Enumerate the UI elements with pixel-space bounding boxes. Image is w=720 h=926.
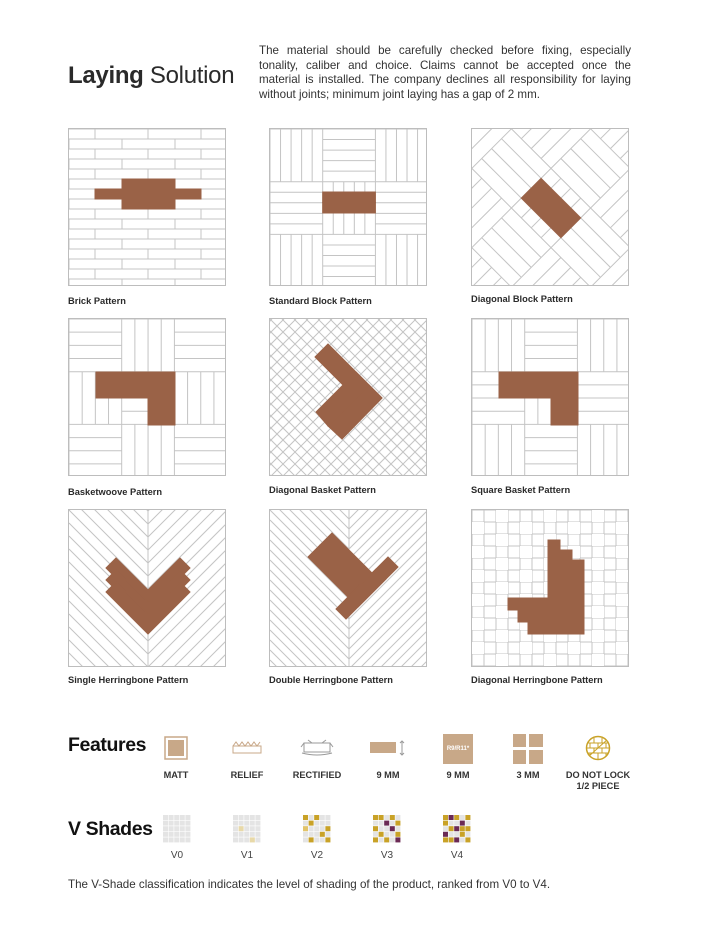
feature-label-joint: 3 MM [516,770,540,780]
shade-v3-icon [373,815,401,843]
diagonal-herringbone-pattern-tile [471,509,629,667]
matt-icon [164,736,188,760]
square-basket-pattern-tile [471,318,629,476]
brick-pattern-tile [68,128,226,286]
feature-label-no-lock: DO NOT LOCK 1/2 PIECE [565,770,631,791]
rectified-icon [300,738,334,756]
pattern-label-brick: Brick Pattern [68,296,126,306]
feature-label-matt: MATT [163,770,189,780]
diagonal-basket-pattern-tile [269,318,427,476]
intro-paragraph: The material should be carefully checked before fixing, especially tonality, caliber and choice. Claims cannot be accepted once the material is installed. The company declines all responsibility for laying without joints; minimum joint laying has a gap of 2 mm. [259,44,631,101]
shade-label-v0: V0 [170,850,184,861]
title-bold: Laying [68,62,144,89]
pattern-label-diagonal-basket: Diagonal Basket Pattern [269,485,376,495]
pattern-label-double-herringbone: Double Herringbone Pattern [269,675,393,685]
pattern-label-diagonal-herringbone: Diagonal Herringbone Pattern [471,675,603,685]
shade-v1-icon [233,815,261,843]
shade-v2-icon [303,815,331,843]
shade-label-v3: V3 [380,850,394,861]
shade-label-v2: V2 [310,850,324,861]
standard-block-pattern-tile [269,128,427,286]
feature-label-relief: RELIEF [230,770,264,780]
feature-label-slip: 9 MM [446,770,470,780]
shade-label-v4: V4 [450,850,464,861]
pattern-label-basketweave: Basketwoove Pattern [68,487,163,497]
title-light: Solution [143,62,235,89]
features-title: Features [68,734,147,756]
pattern-label-standard-block: Standard Block Pattern [269,296,372,306]
relief-icon [232,740,262,754]
shade-v0-icon [163,815,191,843]
feature-label-thickness: 9 MM [376,770,400,780]
double-herringbone-pattern-tile [269,509,427,667]
page-title [68,62,234,90]
vshades-title: V Shades [68,818,153,840]
diagonal-block-pattern-tile [471,128,629,286]
joint-icon [513,734,543,764]
no-half-lock-icon [585,735,611,761]
shade-v4-icon [443,815,471,843]
slip-rating-icon: R9/R11* [443,734,473,764]
shade-label-v1: V1 [240,850,254,861]
pattern-label-single-herringbone: Single Herringbone Pattern [68,675,189,685]
thickness-icon [370,740,406,756]
basketweave-pattern-tile [68,318,226,476]
pattern-label-square-basket: Square Basket Pattern [471,485,571,495]
single-herringbone-pattern-tile [68,509,226,667]
pattern-label-diagonal-block: Diagonal Block Pattern [471,294,573,304]
vshade-footnote: The V-Shade classification indicates the level of shading of the product, ranked from V0 to V4. [68,878,551,891]
feature-label-rectified: RECTIFIED [292,770,342,780]
